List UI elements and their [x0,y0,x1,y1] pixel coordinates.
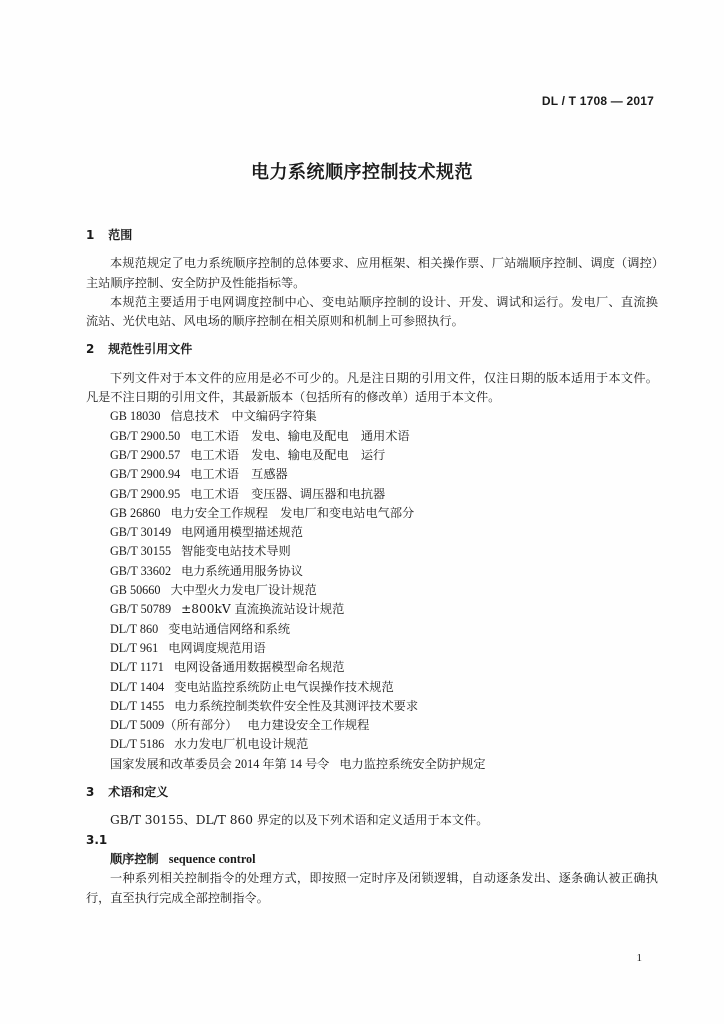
section-number: 1 [86,228,95,242]
reference-item [86,523,658,542]
reference-item [86,755,658,774]
section-number: 3 [86,785,95,800]
document-body [86,226,658,908]
reference-item [86,542,658,561]
reference-item [86,581,658,600]
reference-item [86,446,658,465]
reference-code: DL/T 961 [110,640,159,655]
reference-title: 电力监控系统安全防护规定 [339,756,486,771]
reference-title: 电力系统通用服务协议 [181,563,303,578]
reference-item [86,678,658,697]
reference-code: DL/T 1455 [110,698,165,713]
section-title: 术语和定义 [108,785,169,800]
page-number: 1 [636,952,642,964]
reference-code: GB 50660 [110,583,161,598]
reference-code: DL/T 5186 [110,737,165,752]
reference-item [86,639,658,658]
term-definition: 一种系列相关控制指令的处理方式，即按照一定时序及闭锁逻辑，自动逐条发出、逐条确认被正确执行，直至执行完成全部控制指令。 [86,871,658,905]
reference-title: 智能变电站技术导则 [181,544,291,559]
reference-title: 电网调度规范用语 [168,640,266,655]
reference-title: 变电站监控系统防止电气误操作技术规范 [174,679,394,694]
reference-item [86,735,658,754]
section-heading-terms [86,783,658,802]
reference-code: DL/T 5009（所有部分） [110,718,238,733]
term-en: sequence control [168,851,256,866]
reference-code: GB/T 50789 [110,602,172,617]
reference-title: 水力发电厂机电设计规范 [174,737,309,752]
reference-code: GB/T 2900.50 [110,428,181,443]
reference-title: 大中型火力发电厂设计规范 [170,583,317,598]
reference-item [86,407,658,426]
reference-item [86,504,658,523]
paragraph: 下列文件对于本文件的应用是必不可少的。凡是注日期的引用文件，仅注日期的版本适用于本文件。凡是不注日期的引用文件，其最新版本（包括所有的修改单）适用于本文件。 [86,370,658,405]
reference-title: 电力安全工作规程 发电厂和变电站电气部分 [170,505,415,520]
section-number: 2 [86,342,95,357]
section-heading-scope [86,226,658,245]
reference-title: 变电站通信网络和系统 [168,621,291,636]
reference-title: 电工术语 变压器、调压器和电抗器 [190,486,386,501]
reference-code: DL/T 1171 [110,660,164,675]
reference-code: DL/T 1404 [110,679,165,694]
term-number: 3.1 [86,832,108,847]
reference-code: 国家发展和改革委员会 2014 年第 14 号令 [110,756,330,771]
reference-item [86,620,658,639]
reference-title: 电力建设安全工作规程 [247,718,370,733]
section-title: 范围 [108,228,133,242]
reference-item [86,485,658,504]
reference-title: 电工术语 互感器 [190,467,288,482]
section-heading-normative-references [86,340,658,359]
reference-code: GB/T 30155 [110,544,172,559]
reference-item [86,697,658,716]
reference-item [86,600,658,619]
reference-code: GB 26860 [110,505,161,520]
term-zh: 顺序控制 [110,851,159,866]
reference-title: 电力系统控制类软件安全性及其测评技术要求 [174,698,419,713]
reference-item [86,427,658,446]
reference-title: 电工术语 发电、输电及配电 运行 [190,447,386,462]
standard-number: DL / T 1708 — 2017 [541,94,654,108]
reference-item [86,562,658,581]
document-title: 电力系统顺序控制技术规范 [251,162,473,183]
paragraph: 本规范规定了电力系统顺序控制的总体要求、应用框架、相关操作票、厂站端顺序控制、调度（调控）主站顺序控制、安全防护及性能指标等。 [86,256,658,290]
reference-code: DL/T 860 [110,621,159,636]
reference-item [86,716,658,735]
reference-item [86,465,658,484]
term-title [86,850,658,869]
reference-code: GB/T 2900.94 [110,467,181,482]
reference-code: GB/T 2900.57 [110,447,181,462]
reference-title: ±800kV 直流换流站设计规范 [181,602,345,617]
reference-title: 电网设备通用数据模型命名规范 [173,660,345,675]
reference-item [86,658,658,677]
reference-title: 电网通用模型描述规范 [181,525,303,540]
paragraph: GB/T 30155、DL/T 860 界定的以及下列术语和定义适用于本文件。 [110,813,489,828]
reference-list [86,407,658,774]
reference-code: GB/T 33602 [110,563,172,578]
reference-title: 电工术语 发电、输电及配电 通用术语 [190,428,410,443]
reference-code: GB/T 30149 [110,525,172,540]
section-title: 规范性引用文件 [108,342,193,357]
reference-code: GB 18030 [110,409,161,424]
reference-title: 信息技术 中文编码字符集 [170,409,317,424]
reference-code: GB/T 2900.95 [110,486,181,501]
paragraph: 本规范主要适用于电网调度控制中心、变电站顺序控制的设计、开发、调试和运行。发电厂、直流换流站、光伏电站、风电场的顺序控制在相关原则和机制上可参照执行。 [86,294,658,329]
